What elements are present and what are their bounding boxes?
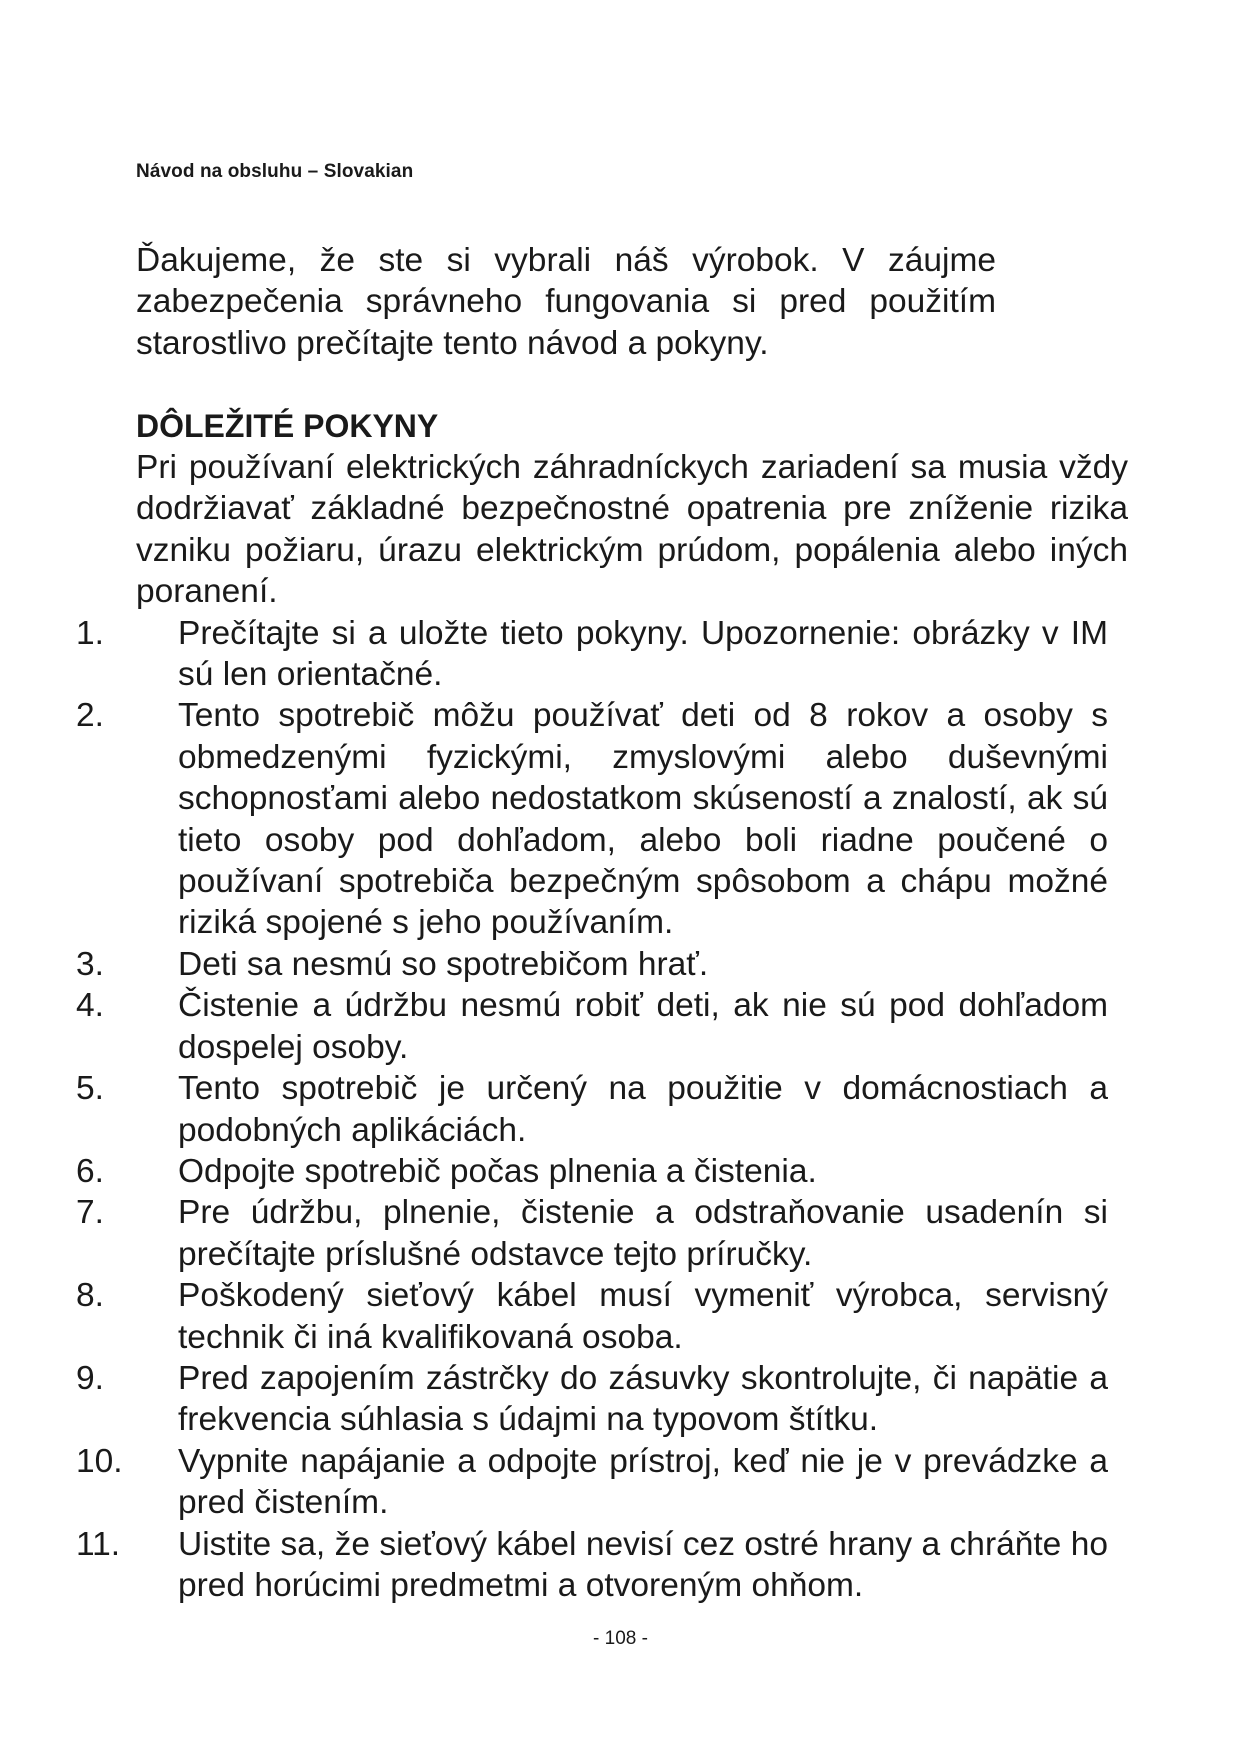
item-text: Pre údržbu, plnenie, čistenie a odstraňovanie usadenín si prečítajte príslušné odstavce tejto príručky. (178, 1194, 1108, 1273)
item-text: Poškodený sieťový kábel musí vymeniť výrobca, servisný technik či iná kvalifikovaná osoba. (178, 1277, 1108, 1356)
item-text: Uistite sa, že sieťový kábel nevisí cez ostré hrany a chráňte ho pred horúcimi predmetmi a otvoreným ohňom. (178, 1525, 1108, 1604)
item-text: Tento spotrebič je určený na použitie v domácnostiach a podobných aplikáciách. (178, 1070, 1108, 1149)
item-number: 3. (76, 945, 104, 983)
instruction-item (76, 1192, 1108, 1275)
item-number: 4. (76, 987, 104, 1025)
item-text: Tento spotrebič môžu používať deti od 8 rokov a osoby s obmedzenými fyzickými, zmyslovými alebo duševnými schopnosťami alebo nedostatkom skúseností a znalostí, ak sú tieto osoby pod dohľadom, alebo boli riadne poučené o používaní spotrebiča bezpečným spôsobom a chápu možné riziká spojené s jeho používaním. (178, 697, 1108, 942)
item-number: 5. (76, 1070, 104, 1108)
item-number: 8. (76, 1277, 104, 1315)
item-text: Vypnite napájanie a odpojte prístroj, keď nie je v prevádzke a pred čistením. (178, 1442, 1108, 1522)
document-body (76, 240, 1128, 1606)
instruction-item (76, 1151, 1108, 1192)
item-number: 10. (76, 1442, 123, 1480)
instruction-list (76, 613, 1128, 1607)
instruction-item (76, 985, 1108, 1068)
item-number: 9. (76, 1359, 104, 1397)
item-text: Odpojte spotrebič počas plnenia a čistenia. (178, 1152, 817, 1190)
instruction-item (76, 1358, 1108, 1441)
item-text: Čistenie a údržbu nesmú robiť deti, ak nie sú pod dohľadom dospelej osoby. (178, 987, 1108, 1066)
instruction-item (76, 1068, 1108, 1151)
instruction-item (76, 1275, 1108, 1358)
instruction-item (76, 613, 1108, 696)
item-number: 6. (76, 1152, 104, 1190)
section-title: DÔLEŽITÉ POKYNY (136, 407, 439, 444)
instruction-item (76, 1441, 1108, 1524)
page-number: - 108 - (593, 1628, 648, 1649)
item-text: Pred zapojením zástrčky do zásuvky skontrolujte, či napätie a frekvencia súhlasia s údajmi na typovom štítku. (178, 1359, 1108, 1439)
instruction-item (76, 695, 1108, 943)
item-text: Prečítajte si a uložte tieto pokyny. Upozornenie: obrázky v IM sú len orientačné. (178, 614, 1108, 694)
item-text: Deti sa nesmú so spotrebičom hrať. (178, 945, 709, 983)
item-number: 7. (76, 1194, 104, 1232)
section-paragraph: Pri používaní elektrických záhradníckych zariadení sa musia vždy dodržiavať základné bezpečnostné opatrenia pre zníženie rizika vzniku požiaru, úrazu elektrickým prúdom, popálenia alebo iných poranení. (136, 449, 1128, 611)
item-number: 11. (76, 1525, 121, 1563)
instruction-item (76, 1524, 1108, 1607)
item-number: 2. (76, 697, 104, 735)
document-header: Návod na obsluhu – Slovakian (136, 161, 414, 182)
intro-paragraph: Ďakujeme, že ste si vybrali náš výrobok. V záujme zabezpečenia správneho fungovania si pred použitím starostlivo prečítajte tento návod a pokyny. (136, 242, 996, 362)
instruction-item (76, 944, 1108, 985)
item-number: 1. (76, 614, 104, 652)
